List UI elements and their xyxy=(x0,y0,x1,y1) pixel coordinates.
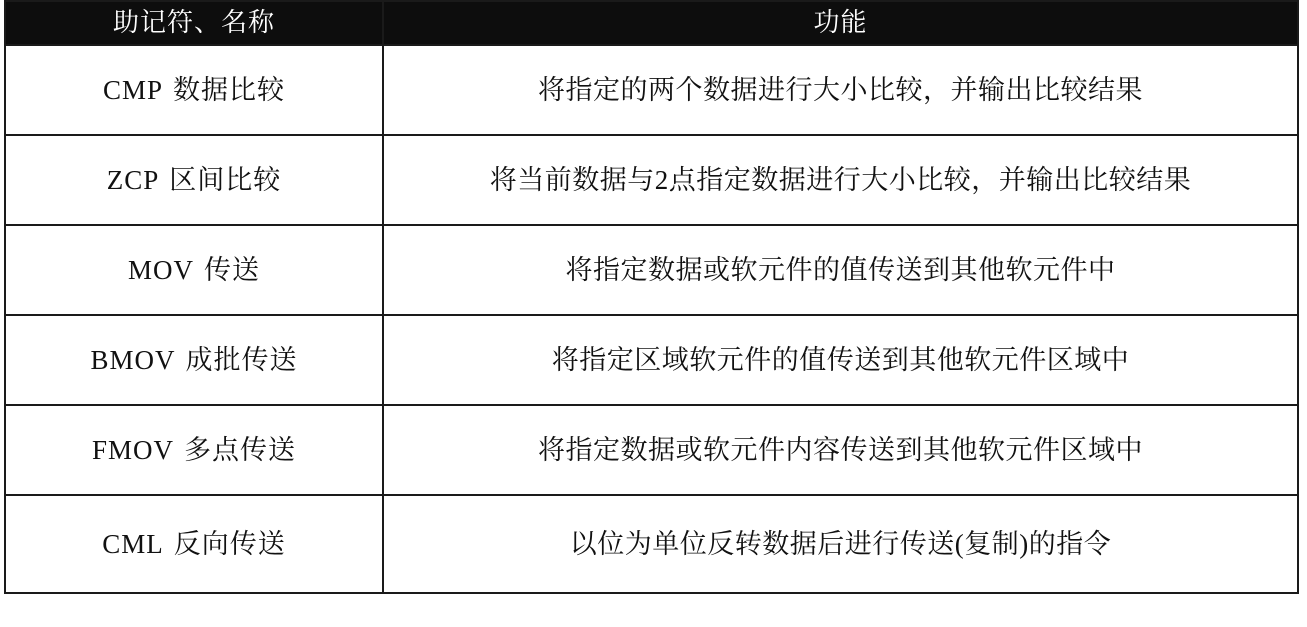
header-row xyxy=(5,1,1298,45)
mnemonic-name: 数据比较 xyxy=(173,74,286,105)
cell-mnemonic xyxy=(5,495,383,593)
cell-function: 将指定数据或软元件内容传送到其他软元件区域中 xyxy=(383,405,1298,495)
mnemonic-code: BMOV xyxy=(90,344,176,375)
mnemonic-name: 成批传送 xyxy=(185,344,298,375)
table-body xyxy=(5,45,1298,593)
column-header-mnemonic xyxy=(5,1,383,45)
cell-mnemonic xyxy=(5,135,383,225)
table-row xyxy=(5,405,1298,495)
cell-mnemonic xyxy=(5,45,383,135)
cell-mnemonic xyxy=(5,225,383,315)
mnemonic-name: 多点传送 xyxy=(184,434,297,465)
cell-function: 将指定的两个数据进行大小比较，并输出比较结果 xyxy=(383,45,1298,135)
mnemonic-code: CMP xyxy=(102,74,164,105)
column-header-function xyxy=(383,1,1298,45)
table-row xyxy=(5,315,1298,405)
mnemonic-name: 区间比较 xyxy=(169,164,282,195)
cell-function: 将指定数据或软元件的值传送到其他软元件中 xyxy=(383,225,1298,315)
cell-function: 以位为单位反转数据后进行传送(复制)的指令 xyxy=(383,495,1298,593)
table-row xyxy=(5,45,1298,135)
mnemonic-code: MOV xyxy=(127,254,194,285)
cell-function: 将指定区域软元件的值传送到其他软元件区域中 xyxy=(383,315,1298,405)
column-header-mnemonic-label: 助记符、名称 xyxy=(112,7,275,37)
mnemonic-name: 传送 xyxy=(204,254,260,285)
cell-mnemonic xyxy=(5,315,383,405)
cell-function: 将当前数据与2点指定数据进行大小比较，并输出比较结果 xyxy=(383,135,1298,225)
mnemonic-code: FMOV xyxy=(91,434,175,465)
instruction-table xyxy=(4,0,1299,594)
table-header xyxy=(5,1,1298,45)
cell-mnemonic xyxy=(5,405,383,495)
table-row xyxy=(5,135,1298,225)
column-header-function-label: 功能 xyxy=(813,7,868,37)
table-row xyxy=(5,225,1298,315)
mnemonic-code: CML xyxy=(102,528,164,559)
mnemonic-code: ZCP xyxy=(106,164,160,195)
table-row xyxy=(5,495,1298,593)
mnemonic-name: 反向传送 xyxy=(173,528,286,559)
